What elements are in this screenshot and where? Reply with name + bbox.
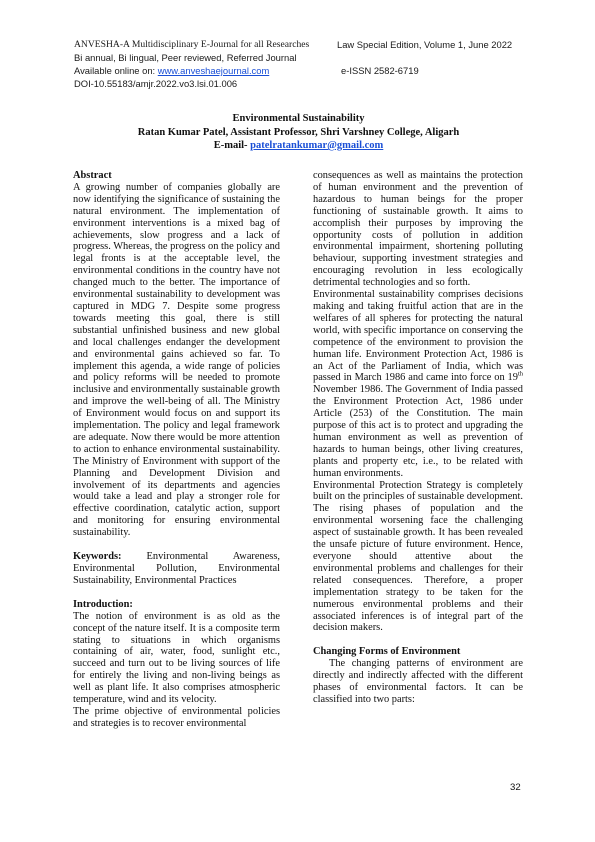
journal-frequency: Bi annual, Bi lingual, Peer reviewed, Referred Journal [74, 52, 297, 63]
right-paragraph-3: Environmental Protection Strategy is completely built on the principles of sustainable development. The rising phases of population and the environmental worsening face the challenging aspect of sustainable growth. It has been revealed the unsafe picture of future environment. Hence, everyone should attentive about the environmental problems and challenges for their related consequences. Therefore, a proper implementation strategy to be taken for the numerous environmental problems and their associated inferences is of integral part of the decision makers. [313, 479, 523, 634]
changing-forms-heading: Changing Forms of Environment [313, 646, 461, 658]
author-email-link[interactable]: patelratankumar@gmail.com [250, 140, 384, 151]
spacer [73, 587, 280, 599]
page-number: 32 [510, 782, 521, 793]
right-paragraph-1: consequences as well as maintains the protection of human environment and the prevention of hazardous to human beings for the proper functioning of sustainable growth. It aims to accomplish their purposes by improving the opportunity costs of pollution in addition environmental impairment, shortening polluting behaviour, supporting investment strategies and encouraging revolution in less ecologically detrimental technologies and so forth. [313, 170, 523, 289]
email-label: E-mail- [213, 140, 251, 151]
right-paragraph-2b: November 1986. The Government of India passed the Environment Protection Act, 1986 under Article (253) of the Constitution. The main purpose of this act is to protect and upgrading the human environment as well as prevention of hazards to human beings, other living creatures, plants and property etc, i.e., to be related with human environments. [313, 384, 523, 479]
article-author: Ratan Kumar Patel, Assistant Professor, Shri Varshney College, Aligarh [137, 126, 460, 138]
introduction-paragraph-1: The notion of environment is as old as the concept of the nature itself. It is a composite term stating to situations in which organisms containing of air, water, food, sunlight etc., succeed and turn out to be living sources of life for entirely the living and non-living beings as well as plant life. It also comprises atmospheric temperature, wind and its velocity. [73, 610, 280, 706]
introduction-paragraph-2: The prime objective of environmental policies and strategies is to recover environmental [73, 705, 280, 729]
spacer [313, 634, 523, 646]
keywords-text: Environmental Awareness, Environmental Pollution, Environmental Sustainability, Environmental Practices [73, 551, 280, 586]
keywords [73, 551, 280, 587]
issn: e-ISSN 2582-6719 [341, 65, 419, 76]
right-column [313, 170, 523, 706]
journal-website-link[interactable]: www.anveshaejournal.com [157, 65, 270, 76]
spacer [73, 539, 280, 551]
article-title: Environmental Sustainability [232, 113, 365, 124]
keywords-label: Keywords: [73, 551, 122, 563]
right-paragraph-2 [313, 289, 523, 480]
right-paragraph-2a: Environmental sustainability comprises decisions making and taking fruitful action that are in the welfares of all spheres for protecting the natural world, with specific importance on conserving the competence of the environment to provision the human life. Environment Protection Act, 1986 is an Act of the Parliament of India, which was passed in March 1986 and came into force on 19 [313, 289, 523, 384]
changing-forms-paragraph: The changing patterns of environment are directly and indirectly affected with the different phases of environmental factors. It can be classified into two parts: [313, 658, 523, 705]
article-email-line [74, 139, 523, 153]
abstract-text: A growing number of companies globally are now identifying the significance of sustaining the natural environment. The implementation of environment interventions is a mixed bag of achievements, slow progress and a lack of progress. Whereas, the progress on the policy and legal fronts is at the acceptable level, the environmental conditions in the country have not changed much to the better. The importance of environmental sustainability to development was captured in MDG 7. Despite some progress towards meeting this goal, there is still substantial unfinished business and new global and local challenges endanger the development and environmental gains achieved so far. To implement this agenda, a wide range of policies and policy reforms will be needed to promote inclusive and environmentally sustainable growth and improve the well-being of all. The Ministry of Environment would focus on and support its implementation. The policy and legal framework are adequate. Now there would be more attention to action to enhance environmental sustainability. The Ministry of Environment with support of the Planning and Development Division and involvement of its departments and agencies would take a lead and play a stronger role for effective coordination, catalytic action, support and monitoring for ensuring environmental sustainability. [73, 181, 280, 539]
left-column [73, 170, 280, 730]
edition-info: Law Special Edition, Volume 1, June 2022 [337, 39, 513, 50]
abstract-heading: Abstract [73, 170, 112, 181]
availability-prefix: Available online on: [74, 65, 158, 76]
ordinal-suffix: th [517, 370, 523, 378]
article-header [74, 112, 523, 153]
journal-name: ANVESHA-A Multidisciplinary E-Journal for all Researches [74, 39, 310, 50]
introduction-heading: Introduction: [73, 598, 133, 610]
doi: DOI-10.55183/amjr.2022.vo3.lsi.01.006 [74, 78, 238, 89]
availability-line [74, 64, 269, 77]
